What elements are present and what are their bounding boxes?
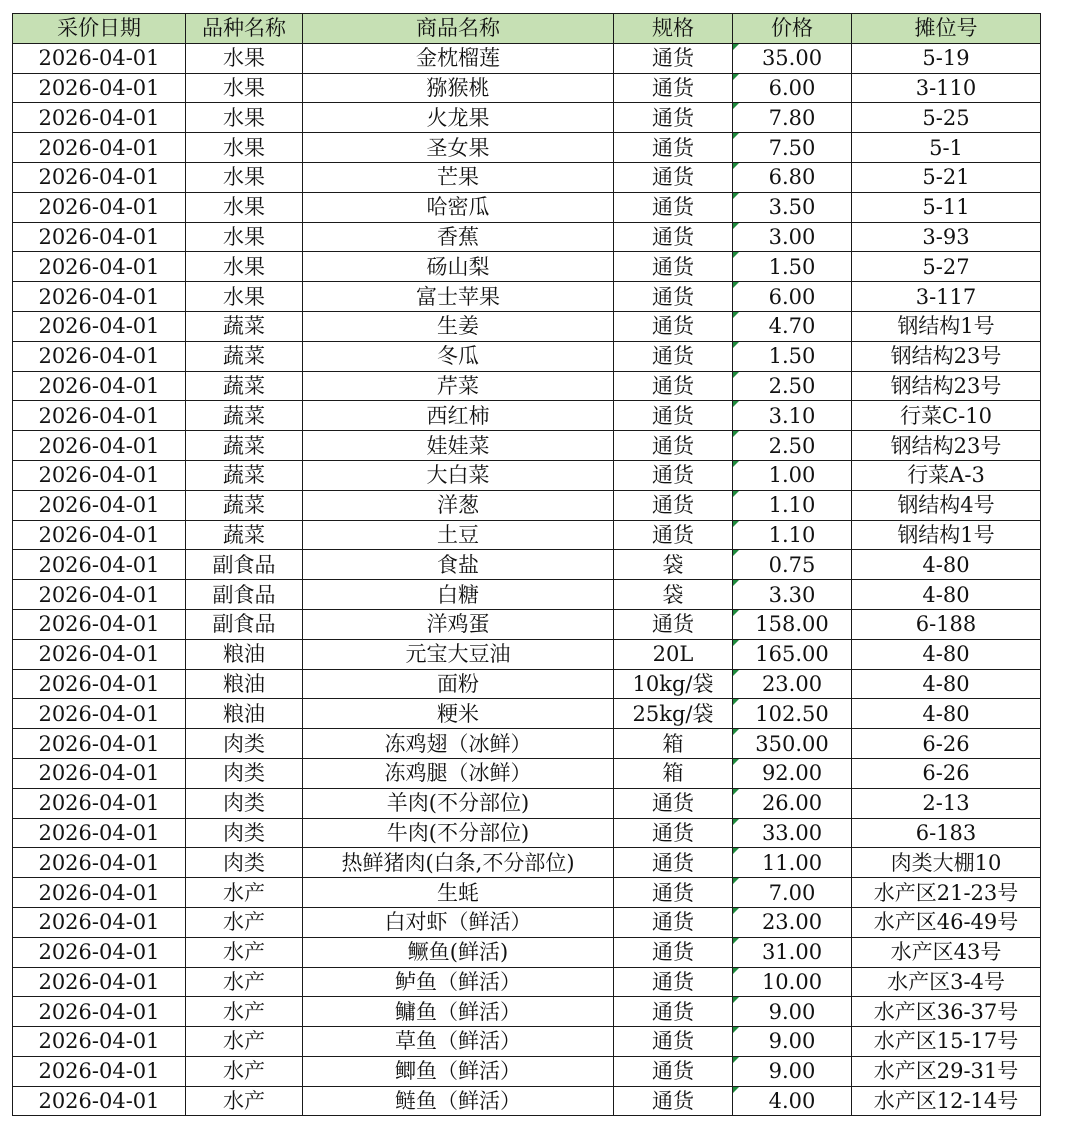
stall-cell[interactable]: 2-13 [852, 788, 1041, 818]
table-row [13, 43, 1041, 73]
table-row [13, 997, 1041, 1027]
table-row [13, 758, 1041, 788]
product-cell[interactable]: 粳米 [303, 699, 614, 729]
stall-cell[interactable]: 6-188 [852, 609, 1041, 639]
stall-cell[interactable]: 3-93 [852, 222, 1041, 252]
table-row [13, 878, 1041, 908]
price-cell[interactable]: 165.00 [733, 639, 852, 669]
table-row [13, 162, 1041, 192]
date-cell[interactable]: 2026-04-01 [13, 192, 186, 222]
price-cell[interactable]: 6.00 [733, 282, 852, 312]
table-row [13, 371, 1041, 401]
stall-cell[interactable]: 4-80 [852, 580, 1041, 610]
stall-cell[interactable]: 钢结构1号 [852, 520, 1041, 550]
product-cell[interactable]: 土豆 [303, 520, 614, 550]
stall-cell[interactable]: 5-19 [852, 43, 1041, 73]
spec-cell[interactable]: 通货 [614, 818, 733, 848]
date-cell[interactable]: 2026-04-01 [13, 848, 186, 878]
table-row [13, 460, 1041, 490]
date-cell[interactable]: 2026-04-01 [13, 1056, 186, 1086]
stall-cell[interactable]: 4-80 [852, 550, 1041, 580]
spec-cell[interactable]: 箱 [614, 729, 733, 759]
price-cell[interactable]: 1.50 [733, 341, 852, 371]
date-cell[interactable]: 2026-04-01 [13, 460, 186, 490]
price-cell[interactable]: 1.10 [733, 520, 852, 550]
spec-cell[interactable]: 通货 [614, 401, 733, 431]
product-cell[interactable]: 娃娃菜 [303, 431, 614, 461]
product-cell[interactable]: 冬瓜 [303, 341, 614, 371]
category-cell[interactable]: 蔬菜 [186, 371, 303, 401]
stall-cell[interactable]: 水产区43号 [852, 937, 1041, 967]
product-cell[interactable]: 鳜鱼(鲜活) [303, 937, 614, 967]
spec-cell[interactable]: 通货 [614, 73, 733, 103]
category-cell[interactable]: 水产 [186, 1086, 303, 1116]
date-cell[interactable]: 2026-04-01 [13, 669, 186, 699]
header-row [13, 14, 1041, 44]
spec-cell[interactable]: 袋 [614, 550, 733, 580]
category-cell[interactable]: 肉类 [186, 818, 303, 848]
category-cell[interactable]: 蔬菜 [186, 520, 303, 550]
price-cell[interactable]: 3.10 [733, 401, 852, 431]
stall-cell[interactable]: 5-27 [852, 252, 1041, 282]
stall-cell[interactable]: 4-80 [852, 669, 1041, 699]
date-cell[interactable]: 2026-04-01 [13, 520, 186, 550]
stall-cell[interactable]: 水产区29-31号 [852, 1056, 1041, 1086]
stall-cell[interactable]: 4-80 [852, 639, 1041, 669]
product-cell[interactable]: 元宝大豆油 [303, 639, 614, 669]
spec-cell[interactable]: 通货 [614, 43, 733, 73]
category-cell[interactable]: 水果 [186, 252, 303, 282]
price-cell[interactable]: 35.00 [733, 43, 852, 73]
category-cell[interactable]: 水产 [186, 997, 303, 1027]
price-table [12, 13, 1041, 1116]
price-cell[interactable]: 26.00 [733, 788, 852, 818]
price-cell[interactable]: 1.50 [733, 252, 852, 282]
spec-cell[interactable]: 通货 [614, 1027, 733, 1057]
price-cell[interactable]: 31.00 [733, 937, 852, 967]
stall-cell[interactable]: 行菜C-10 [852, 401, 1041, 431]
product-cell[interactable]: 大白菜 [303, 460, 614, 490]
spec-cell[interactable]: 通货 [614, 967, 733, 997]
stall-cell[interactable]: 钢结构4号 [852, 490, 1041, 520]
table-row [13, 252, 1041, 282]
table-row [13, 133, 1041, 163]
category-cell[interactable]: 水产 [186, 907, 303, 937]
date-cell[interactable]: 2026-04-01 [13, 1027, 186, 1057]
spec-cell[interactable]: 通货 [614, 937, 733, 967]
product-cell[interactable]: 鲢鱼（鲜活） [303, 1086, 614, 1116]
product-cell[interactable]: 白对虾（鲜活） [303, 907, 614, 937]
header-stall[interactable]: 摊位号 [852, 14, 1041, 44]
table-row [13, 73, 1041, 103]
product-cell[interactable]: 食盐 [303, 550, 614, 580]
spec-cell[interactable]: 通货 [614, 520, 733, 550]
spec-cell[interactable]: 通货 [614, 133, 733, 163]
category-cell[interactable]: 水果 [186, 73, 303, 103]
date-cell[interactable]: 2026-04-01 [13, 937, 186, 967]
spec-cell[interactable]: 20L [614, 639, 733, 669]
spec-cell[interactable]: 通货 [614, 431, 733, 461]
price-cell[interactable]: 23.00 [733, 907, 852, 937]
product-cell[interactable]: 生姜 [303, 311, 614, 341]
date-cell[interactable]: 2026-04-01 [13, 103, 186, 133]
product-cell[interactable]: 洋葱 [303, 490, 614, 520]
product-cell[interactable]: 冻鸡翅（冰鲜） [303, 729, 614, 759]
stall-cell[interactable]: 5-11 [852, 192, 1041, 222]
stall-cell[interactable]: 水产区46-49号 [852, 907, 1041, 937]
category-cell[interactable]: 水果 [186, 43, 303, 73]
date-cell[interactable]: 2026-04-01 [13, 401, 186, 431]
header-date[interactable]: 采价日期 [13, 14, 186, 44]
spec-cell[interactable]: 25kg/袋 [614, 699, 733, 729]
spec-cell[interactable]: 通货 [614, 222, 733, 252]
price-cell[interactable]: 10.00 [733, 967, 852, 997]
stall-cell[interactable]: 4-80 [852, 699, 1041, 729]
spec-cell[interactable]: 通货 [614, 162, 733, 192]
stall-cell[interactable]: 5-21 [852, 162, 1041, 192]
table-row [13, 907, 1041, 937]
table-row [13, 580, 1041, 610]
product-cell[interactable]: 鲈鱼（鲜活） [303, 967, 614, 997]
category-cell[interactable]: 水产 [186, 878, 303, 908]
stall-cell[interactable]: 行菜A-3 [852, 460, 1041, 490]
spec-cell[interactable]: 通货 [614, 103, 733, 133]
spec-cell[interactable]: 通货 [614, 609, 733, 639]
category-cell[interactable]: 副食品 [186, 550, 303, 580]
table-row [13, 729, 1041, 759]
product-cell[interactable]: 草鱼（鲜活） [303, 1027, 614, 1057]
date-cell[interactable]: 2026-04-01 [13, 758, 186, 788]
spec-cell[interactable]: 通货 [614, 490, 733, 520]
header-spec[interactable]: 规格 [614, 14, 733, 44]
product-cell[interactable]: 生蚝 [303, 878, 614, 908]
price-cell[interactable]: 9.00 [733, 1027, 852, 1057]
table-row [13, 192, 1041, 222]
category-cell[interactable]: 副食品 [186, 580, 303, 610]
date-cell[interactable]: 2026-04-01 [13, 252, 186, 282]
price-cell[interactable]: 102.50 [733, 699, 852, 729]
spec-cell[interactable]: 通货 [614, 252, 733, 282]
price-cell[interactable]: 0.75 [733, 550, 852, 580]
table-row [13, 699, 1041, 729]
product-cell[interactable]: 羊肉(不分部位) [303, 788, 614, 818]
date-cell[interactable]: 2026-04-01 [13, 699, 186, 729]
product-cell[interactable]: 砀山梨 [303, 252, 614, 282]
spec-cell[interactable]: 通货 [614, 907, 733, 937]
price-cell[interactable]: 9.00 [733, 1056, 852, 1086]
stall-cell[interactable]: 3-117 [852, 282, 1041, 312]
category-cell[interactable]: 肉类 [186, 848, 303, 878]
product-cell[interactable]: 富士苹果 [303, 282, 614, 312]
price-cell[interactable]: 3.30 [733, 580, 852, 610]
product-cell[interactable]: 西红柿 [303, 401, 614, 431]
date-cell[interactable]: 2026-04-01 [13, 729, 186, 759]
category-cell[interactable]: 水产 [186, 967, 303, 997]
category-cell[interactable]: 蔬菜 [186, 431, 303, 461]
category-cell[interactable]: 蔬菜 [186, 401, 303, 431]
stall-cell[interactable]: 3-110 [852, 73, 1041, 103]
table-row [13, 341, 1041, 371]
table-row [13, 609, 1041, 639]
category-cell[interactable]: 水果 [186, 103, 303, 133]
product-cell[interactable]: 冻鸡腿（冰鲜） [303, 758, 614, 788]
table-row [13, 1086, 1041, 1116]
stall-cell[interactable]: 5-25 [852, 103, 1041, 133]
stall-cell[interactable]: 水产区12-14号 [852, 1086, 1041, 1116]
price-cell[interactable]: 7.00 [733, 878, 852, 908]
stall-cell[interactable]: 6-26 [852, 758, 1041, 788]
price-cell[interactable]: 33.00 [733, 818, 852, 848]
price-cell[interactable]: 9.00 [733, 997, 852, 1027]
product-cell[interactable]: 哈密瓜 [303, 192, 614, 222]
date-cell[interactable]: 2026-04-01 [13, 282, 186, 312]
table-row [13, 937, 1041, 967]
stall-cell[interactable]: 钢结构1号 [852, 311, 1041, 341]
price-cell[interactable]: 1.00 [733, 460, 852, 490]
category-cell[interactable]: 蔬菜 [186, 490, 303, 520]
spec-cell[interactable]: 通货 [614, 1056, 733, 1086]
price-cell[interactable]: 6.00 [733, 73, 852, 103]
table-row [13, 669, 1041, 699]
date-cell[interactable]: 2026-04-01 [13, 997, 186, 1027]
table-row [13, 818, 1041, 848]
table-row [13, 639, 1041, 669]
date-cell[interactable]: 2026-04-01 [13, 43, 186, 73]
date-cell[interactable]: 2026-04-01 [13, 431, 186, 461]
date-cell[interactable]: 2026-04-01 [13, 788, 186, 818]
header-category[interactable]: 品种名称 [186, 14, 303, 44]
category-cell[interactable]: 粮油 [186, 639, 303, 669]
category-cell[interactable]: 水产 [186, 937, 303, 967]
category-cell[interactable]: 蔬菜 [186, 341, 303, 371]
table-row [13, 520, 1041, 550]
table-body [13, 43, 1041, 1116]
table-row [13, 282, 1041, 312]
stall-cell[interactable]: 6-26 [852, 729, 1041, 759]
table-row [13, 222, 1041, 252]
date-cell[interactable]: 2026-04-01 [13, 1086, 186, 1116]
category-cell[interactable]: 蔬菜 [186, 311, 303, 341]
date-cell[interactable]: 2026-04-01 [13, 609, 186, 639]
table-row [13, 788, 1041, 818]
stall-cell[interactable]: 水产区15-17号 [852, 1027, 1041, 1057]
date-cell[interactable]: 2026-04-01 [13, 490, 186, 520]
spec-cell[interactable]: 通货 [614, 997, 733, 1027]
category-cell[interactable]: 粮油 [186, 699, 303, 729]
product-cell[interactable]: 鲫鱼（鲜活） [303, 1056, 614, 1086]
price-cell[interactable]: 6.80 [733, 162, 852, 192]
category-cell[interactable]: 蔬菜 [186, 460, 303, 490]
spec-cell[interactable]: 通货 [614, 788, 733, 818]
product-cell[interactable]: 热鲜猪肉(白条,不分部位) [303, 848, 614, 878]
price-cell[interactable]: 11.00 [733, 848, 852, 878]
stall-cell[interactable]: 水产区3-4号 [852, 967, 1041, 997]
table-row [13, 431, 1041, 461]
price-cell[interactable]: 23.00 [733, 669, 852, 699]
stall-cell[interactable]: 肉类大棚10 [852, 848, 1041, 878]
table-row [13, 401, 1041, 431]
product-cell[interactable]: 白糖 [303, 580, 614, 610]
price-cell[interactable]: 7.80 [733, 103, 852, 133]
product-cell[interactable]: 牛肉(不分部位) [303, 818, 614, 848]
table-row [13, 1027, 1041, 1057]
spec-cell[interactable]: 通货 [614, 1086, 733, 1116]
category-cell[interactable]: 水产 [186, 1056, 303, 1086]
table-row [13, 848, 1041, 878]
category-cell[interactable]: 肉类 [186, 729, 303, 759]
product-cell[interactable]: 火龙果 [303, 103, 614, 133]
stall-cell[interactable]: 钢结构23号 [852, 371, 1041, 401]
price-cell[interactable]: 350.00 [733, 729, 852, 759]
price-cell[interactable]: 4.00 [733, 1086, 852, 1116]
product-cell[interactable]: 金枕榴莲 [303, 43, 614, 73]
header-product[interactable]: 商品名称 [303, 14, 614, 44]
product-cell[interactable]: 圣女果 [303, 133, 614, 163]
date-cell[interactable]: 2026-04-01 [13, 133, 186, 163]
spec-cell[interactable]: 通货 [614, 460, 733, 490]
product-cell[interactable]: 鳙鱼（鲜活） [303, 997, 614, 1027]
spec-cell[interactable]: 通货 [614, 878, 733, 908]
category-cell[interactable]: 水果 [186, 192, 303, 222]
date-cell[interactable]: 2026-04-01 [13, 550, 186, 580]
category-cell[interactable]: 副食品 [186, 609, 303, 639]
table-row [13, 103, 1041, 133]
spec-cell[interactable]: 通货 [614, 371, 733, 401]
product-cell[interactable]: 洋鸡蛋 [303, 609, 614, 639]
spec-cell[interactable]: 通货 [614, 192, 733, 222]
date-cell[interactable]: 2026-04-01 [13, 311, 186, 341]
stall-cell[interactable]: 钢结构23号 [852, 341, 1041, 371]
category-cell[interactable]: 粮油 [186, 669, 303, 699]
product-cell[interactable]: 面粉 [303, 669, 614, 699]
price-cell[interactable]: 7.50 [733, 133, 852, 163]
stall-cell[interactable]: 钢结构23号 [852, 431, 1041, 461]
date-cell[interactable]: 2026-04-01 [13, 878, 186, 908]
category-cell[interactable]: 水果 [186, 133, 303, 163]
date-cell[interactable]: 2026-04-01 [13, 371, 186, 401]
spec-cell[interactable]: 通货 [614, 848, 733, 878]
date-cell[interactable]: 2026-04-01 [13, 73, 186, 103]
stall-cell[interactable]: 6-183 [852, 818, 1041, 848]
spec-cell[interactable]: 通货 [614, 282, 733, 312]
stall-cell[interactable]: 5-1 [852, 133, 1041, 163]
price-cell[interactable]: 1.10 [733, 490, 852, 520]
category-cell[interactable]: 水果 [186, 282, 303, 312]
price-cell[interactable]: 3.50 [733, 192, 852, 222]
table-row [13, 967, 1041, 997]
date-cell[interactable]: 2026-04-01 [13, 162, 186, 192]
price-cell[interactable]: 158.00 [733, 609, 852, 639]
table-row [13, 1056, 1041, 1086]
category-cell[interactable]: 肉类 [186, 758, 303, 788]
date-cell[interactable]: 2026-04-01 [13, 818, 186, 848]
spec-cell[interactable]: 通货 [614, 341, 733, 371]
spec-cell[interactable]: 箱 [614, 758, 733, 788]
product-cell[interactable]: 芹菜 [303, 371, 614, 401]
stall-cell[interactable]: 水产区21-23号 [852, 878, 1041, 908]
date-cell[interactable]: 2026-04-01 [13, 639, 186, 669]
price-cell[interactable]: 2.50 [733, 431, 852, 461]
price-cell[interactable]: 2.50 [733, 371, 852, 401]
date-cell[interactable]: 2026-04-01 [13, 341, 186, 371]
header-price[interactable]: 价格 [733, 14, 852, 44]
price-cell[interactable]: 4.70 [733, 311, 852, 341]
date-cell[interactable]: 2026-04-01 [13, 967, 186, 997]
date-cell[interactable]: 2026-04-01 [13, 222, 186, 252]
table-row [13, 490, 1041, 520]
spec-cell[interactable]: 10kg/袋 [614, 669, 733, 699]
price-cell[interactable]: 3.00 [733, 222, 852, 252]
category-cell[interactable]: 水果 [186, 222, 303, 252]
spec-cell[interactable]: 袋 [614, 580, 733, 610]
category-cell[interactable]: 水果 [186, 162, 303, 192]
product-cell[interactable]: 猕猴桃 [303, 73, 614, 103]
category-cell[interactable]: 水产 [186, 1027, 303, 1057]
product-cell[interactable]: 香蕉 [303, 222, 614, 252]
table-row [13, 311, 1041, 341]
category-cell[interactable]: 肉类 [186, 788, 303, 818]
stall-cell[interactable]: 水产区36-37号 [852, 997, 1041, 1027]
price-cell[interactable]: 92.00 [733, 758, 852, 788]
table-row [13, 550, 1041, 580]
date-cell[interactable]: 2026-04-01 [13, 580, 186, 610]
product-cell[interactable]: 芒果 [303, 162, 614, 192]
spec-cell[interactable]: 通货 [614, 311, 733, 341]
date-cell[interactable]: 2026-04-01 [13, 907, 186, 937]
